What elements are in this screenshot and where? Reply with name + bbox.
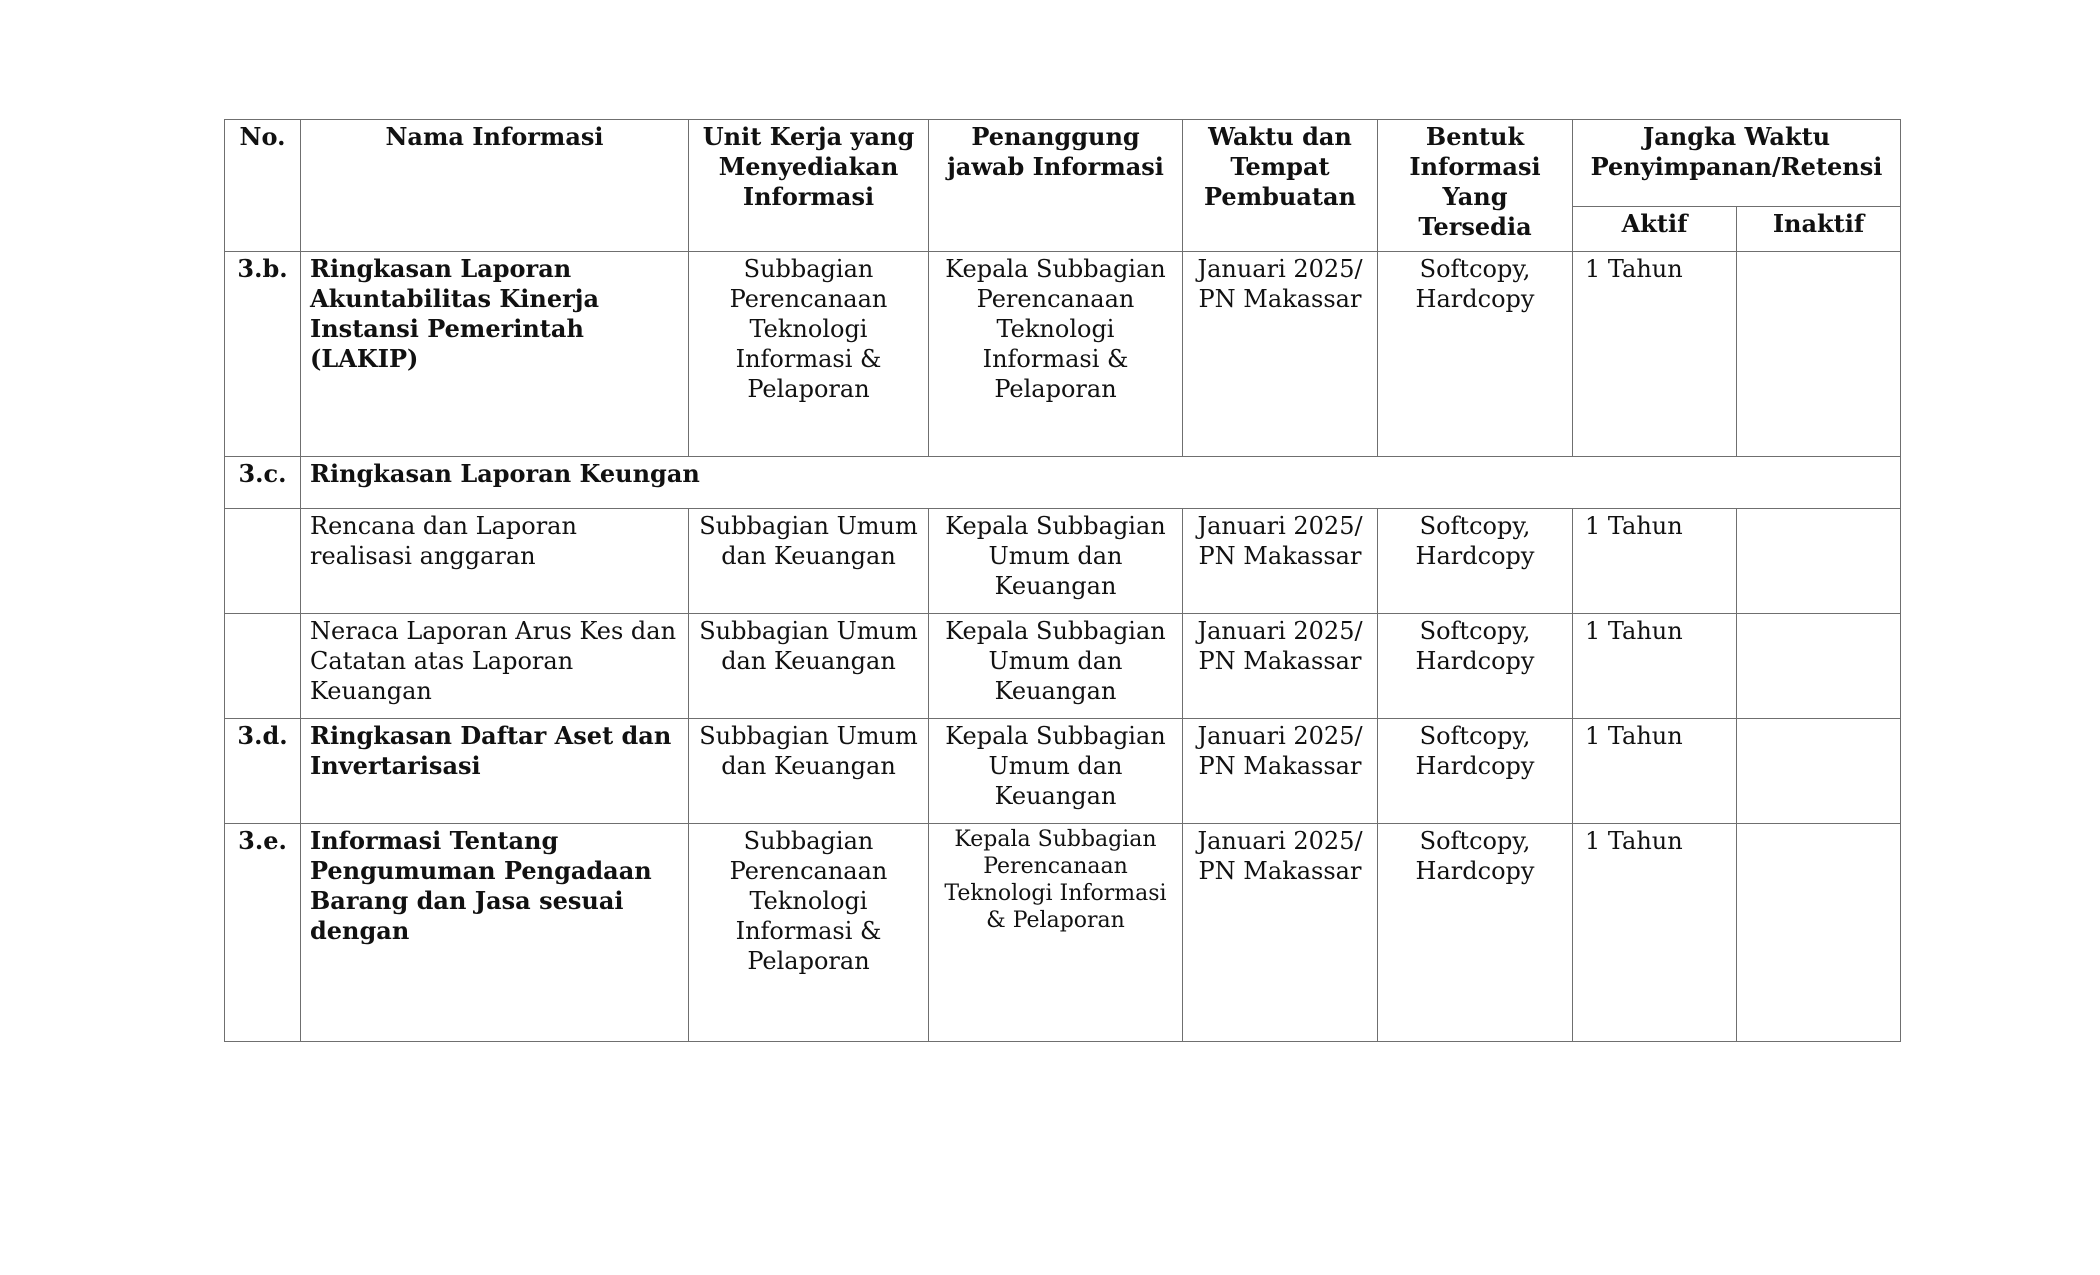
row-waktu-tempat: Januari 2025/ PN Makassar — [1183, 509, 1378, 614]
row-penanggung-jawab: Kepala Subbagian Umum dan Keuangan — [929, 509, 1183, 614]
table-row — [225, 719, 1901, 824]
row-inaktif — [1737, 252, 1901, 457]
row-unit-kerja: Subbagian Perencanaan Teknologi Informasi & Pelaporan — [689, 824, 929, 1042]
header-waktu-tempat: Waktu dan Tempat Pembuatan — [1183, 120, 1378, 252]
header-jangka-waktu: Jangka Waktu Penyimpanan/Retensi — [1573, 120, 1901, 207]
row-number: 3.d. — [225, 719, 301, 824]
row-inaktif — [1737, 719, 1901, 824]
row-penanggung-jawab: Kepala Subbagian Umum dan Keuangan — [929, 614, 1183, 719]
row-unit-kerja: Subbagian Umum dan Keuangan — [689, 719, 929, 824]
row-inaktif — [1737, 824, 1901, 1042]
header-unit-kerja: Unit Kerja yang Menyediakan Informasi — [689, 120, 929, 252]
row-waktu-tempat: Januari 2025/ PN Makassar — [1183, 252, 1378, 457]
row-aktif: 1 Tahun — [1573, 614, 1737, 719]
header-bentuk-informasi: Bentuk Informasi Yang Tersedia — [1378, 120, 1573, 252]
table-row — [225, 252, 1901, 457]
header-penanggung-jawab: Penanggung jawab Informasi — [929, 120, 1183, 252]
table-row — [225, 824, 1901, 1042]
row-unit-kerja: Subbagian Umum dan Keuangan — [689, 614, 929, 719]
row-number: 3.e. — [225, 824, 301, 1042]
row-penanggung-jawab: Kepala Subbagian Umum dan Keuangan — [929, 719, 1183, 824]
row-waktu-tempat: Januari 2025/ PN Makassar — [1183, 719, 1378, 824]
row-aktif: 1 Tahun — [1573, 824, 1737, 1042]
row-penanggung-jawab: Kepala Subbagian Perencanaan Teknologi Informasi & Pelaporan — [929, 252, 1183, 457]
row-number: 3.c. — [225, 457, 301, 509]
header-inaktif: Inaktif — [1737, 207, 1901, 252]
row-penanggung-jawab: Kepala Subbagian Perencanaan Teknologi Informasi & Pelaporan — [929, 824, 1183, 1042]
row-bentuk-informasi: Softcopy, Hardcopy — [1378, 509, 1573, 614]
header-nama-informasi: Nama Informasi — [301, 120, 689, 252]
row-aktif: 1 Tahun — [1573, 509, 1737, 614]
header-no: No. — [225, 120, 301, 252]
row-bentuk-informasi: Softcopy, Hardcopy — [1378, 614, 1573, 719]
row-bentuk-informasi: Softcopy, Hardcopy — [1378, 719, 1573, 824]
row-inaktif — [1737, 614, 1901, 719]
table-row — [225, 509, 1901, 614]
row-aktif: 1 Tahun — [1573, 719, 1737, 824]
row-bentuk-informasi: Softcopy, Hardcopy — [1378, 824, 1573, 1042]
row-aktif: 1 Tahun — [1573, 252, 1737, 457]
row-inaktif — [1737, 509, 1901, 614]
row-nama-informasi: Rencana dan Laporan realisasi anggaran — [301, 509, 689, 614]
row-number — [225, 614, 301, 719]
table-row — [225, 614, 1901, 719]
row-unit-kerja: Subbagian Umum dan Keuangan — [689, 509, 929, 614]
information-table — [224, 119, 1901, 1042]
row-bentuk-informasi: Softcopy, Hardcopy — [1378, 252, 1573, 457]
header-aktif: Aktif — [1573, 207, 1737, 252]
row-nama-informasi: Neraca Laporan Arus Kes dan Catatan atas Laporan Keuangan — [301, 614, 689, 719]
section-title: Ringkasan Laporan Keungan — [301, 457, 1901, 509]
row-nama-informasi: Ringkasan Daftar Aset dan Invertarisasi — [301, 719, 689, 824]
row-waktu-tempat: Januari 2025/ PN Makassar — [1183, 614, 1378, 719]
row-number: 3.b. — [225, 252, 301, 457]
row-number — [225, 509, 301, 614]
row-waktu-tempat: Januari 2025/ PN Makassar — [1183, 824, 1378, 1042]
row-unit-kerja: Subbagian Perencanaan Teknologi Informasi & Pelaporan — [689, 252, 929, 457]
row-nama-informasi: Informasi Tentang Pengumuman Pengadaan Barang dan Jasa sesuai dengan — [301, 824, 689, 1042]
row-nama-informasi: Ringkasan Laporan Akuntabilitas Kinerja Instansi Pemerintah (LAKIP) — [301, 252, 689, 457]
section-row — [225, 457, 1901, 509]
